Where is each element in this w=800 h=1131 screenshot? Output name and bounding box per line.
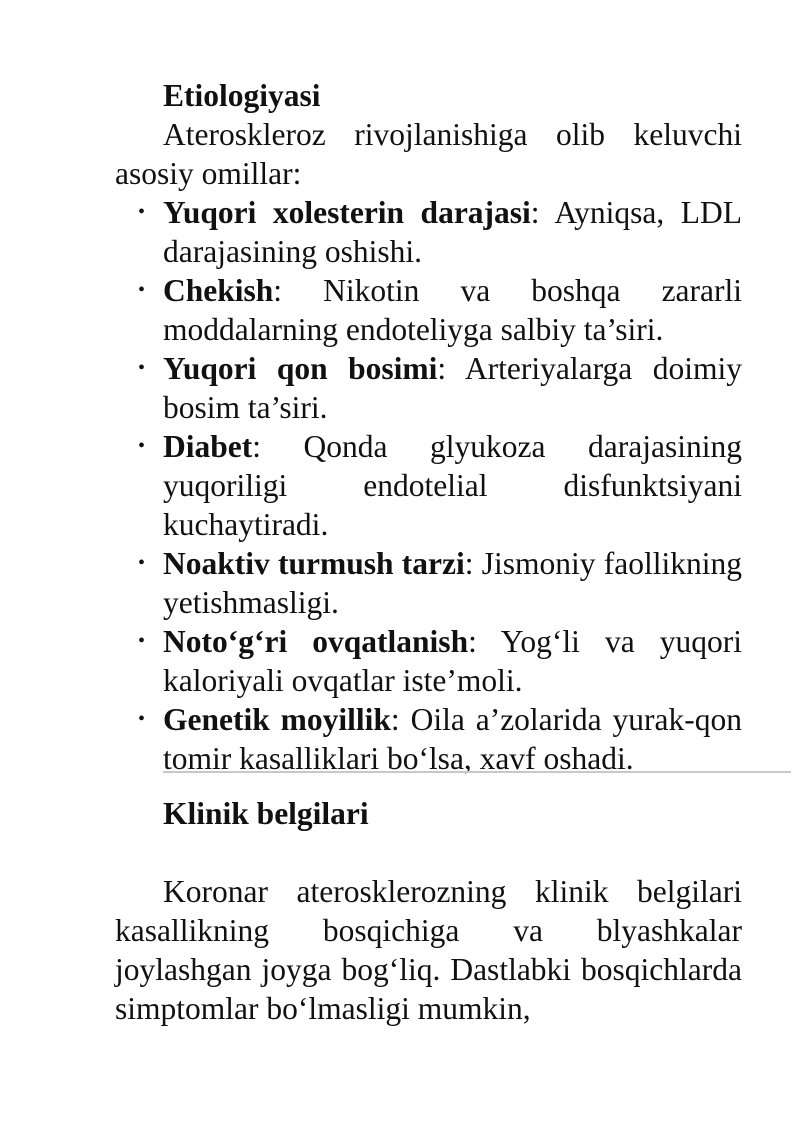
list-item [138,193,742,271]
bullet-icon: • [138,201,146,223]
factor-term: Diabet [163,429,253,464]
etiology-section [115,76,742,778]
factor-separator: : [273,273,283,308]
factor-term: Noto‘g‘ri ovqatlanish [163,624,469,659]
section-heading-clinical: Klinik belgilari [163,796,369,831]
factor-term: Yuqori qon bosimi [163,351,438,386]
factor-separator: : [468,624,477,659]
factor-term: Genetik moyillik [163,702,391,737]
factor-text: Qonda glyukoza darajasining yuqoriligi endotelial disfunktsiyani kuchaytiradi. [163,429,742,542]
factor-separator: : [390,702,400,737]
list-item [138,700,742,778]
list-item [138,271,743,349]
factor-term: Chekish [163,273,274,308]
factor-term: Noaktiv turmush tarzi [163,546,465,581]
factor-text: Ayniqsa, LDL darajasining oshishi. [163,195,742,269]
risk-factor-list [115,193,742,778]
section-heading-etiology: Etiologiyasi [163,78,321,113]
factor-text: Oila a’zolarida yurak-qon tomir kasalliklari bo‘lsa, xavf oshadi. [163,702,742,776]
factor-text: Yog‘li va yuqori kaloriyali ovqatlar iste’moli. [163,624,742,698]
section-divider [163,771,791,773]
bullet-icon: • [138,708,146,730]
bullet-icon: • [138,630,146,652]
factor-text: Arteriyalarga doimiy bosim ta’siri. [163,351,742,425]
list-item [138,349,742,427]
factor-separator: : [464,546,474,581]
list-item [138,427,742,544]
intro-paragraph: Ateroskleroz rivojlanishiga olib keluvchi asosiy omillar: [115,117,742,191]
bullet-icon: • [138,357,146,379]
factor-term: Yuqori xolesterin darajasi [163,195,531,230]
factor-separator: : [437,351,447,386]
list-item [138,544,742,622]
factor-text: Jismoniy faollikning yetishmasligi. [163,546,742,620]
factor-separator: : [252,429,262,464]
clinical-paragraph: Koronar aterosklerozning klinik belgilari kasallikning bosqichiga va blyashkalar joylashgan joyga bog‘liq. Dastlabki bosqichlarda simptomlar bo‘lmasligi mumkin, [115,874,742,1026]
factor-separator: : [530,195,540,230]
bullet-icon: • [138,552,146,574]
bullet-icon: • [138,279,146,301]
bullet-icon: • [138,435,146,457]
list-item [138,622,742,700]
factor-text: Nikotin va boshqa zararli moddalarning endoteliyga salbiy ta’siri. [163,273,743,347]
clinical-section [115,872,742,1028]
